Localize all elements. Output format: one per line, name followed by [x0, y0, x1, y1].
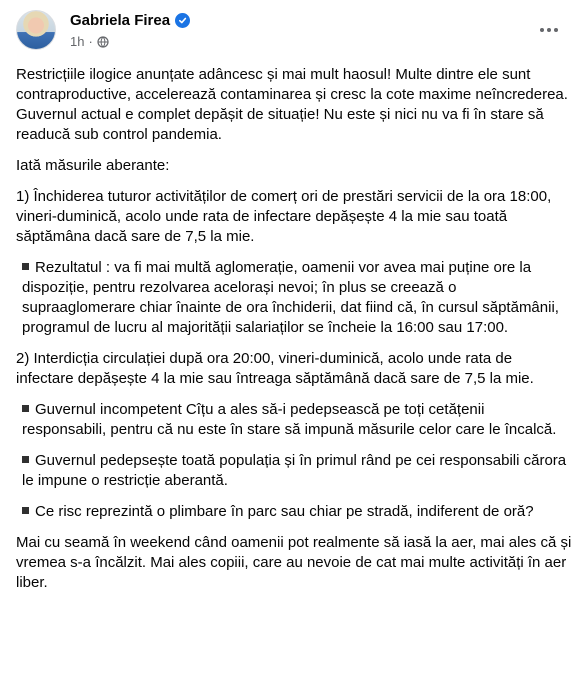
author-name[interactable]: Gabriela Firea [70, 12, 171, 29]
bullet-text: Guvernul pedepsește toată populația și în primul rând pe cei responsabili cărora le impune o restricție aberantă. [22, 452, 567, 489]
post-text [16, 65, 572, 604]
post-paragraph: Restricțiile ilogice anunțate adâncesc și mai mult haosul! Multe dintre ele sunt contraproductive, accelerează contaminarea și cresc la cote maxime neîncrederea. Guvernul actual e complet depășit de situație! Nu este și nici nu va fi în stare să readucă sub control pandemia. [16, 66, 568, 143]
black-square-icon [22, 263, 29, 270]
author-avatar[interactable] [16, 10, 56, 50]
author-name-row [70, 12, 190, 29]
post-meta [70, 34, 109, 49]
black-square-icon [22, 405, 29, 412]
black-square-icon [22, 507, 29, 514]
bullet-item [16, 451, 572, 491]
verified-badge-icon [175, 13, 190, 28]
bullet-text: Guvernul incompetent Cîțu a ales să-i pedepsească pe toți cetățenii responsabili, pentru că nu este în stare să impună măsurile celor care le încalcă. [22, 401, 557, 438]
bullet-item [16, 258, 572, 338]
post-paragraph: Iată măsurile aberante: [16, 157, 170, 174]
post-paragraph: 1) Închiderea tuturor activităților de comerț ori de prestări servicii de la ora 18:00, vineri-duminică, acolo unde rata de infectare depășește 4 la mie sau toată săptămâna dacă sare de 7,5 la mie. [16, 188, 552, 245]
bullet-text: Ce risc reprezintă o plimbare în parc sau chiar pe stradă, indiferent de oră? [35, 503, 534, 520]
post-paragraph: 2) Interdicția circulației după ora 20:00, vineri-duminică, acolo unde rata de infectare depășește 4 la mie sau întreaga săptămână dacă sare de 7,5 la mie. [16, 350, 534, 387]
globe-icon[interactable] [97, 36, 109, 48]
bullet-text: Rezultatul : va fi mai multă aglomerație, oamenii vor avea mai puține ore la dispoziție, pentru rezolvarea acelorași nevoi; în plus se creează o supraaglomerare chiar înainte de ora închiderii, dat fiind că, în cursul săptămânii, programul de lucru al majorității salariaților se încheie la 16:00 sau 17:00. [22, 259, 559, 336]
post-header [16, 10, 567, 56]
post-paragraph: Mai cu seamă în weekend când oamenii pot realmente să iasă la aer, mai ales că și vremea s-a încălzit. Mai ales copiii, care au nevoie de cat mai multe activități în aer liber. [16, 534, 572, 591]
bullet-item [16, 400, 572, 440]
post-time[interactable]: 1h [70, 34, 85, 49]
meta-separator: · [88, 34, 93, 49]
bullet-item [16, 502, 572, 522]
more-options-icon[interactable] [531, 18, 567, 42]
black-square-icon [22, 456, 29, 463]
